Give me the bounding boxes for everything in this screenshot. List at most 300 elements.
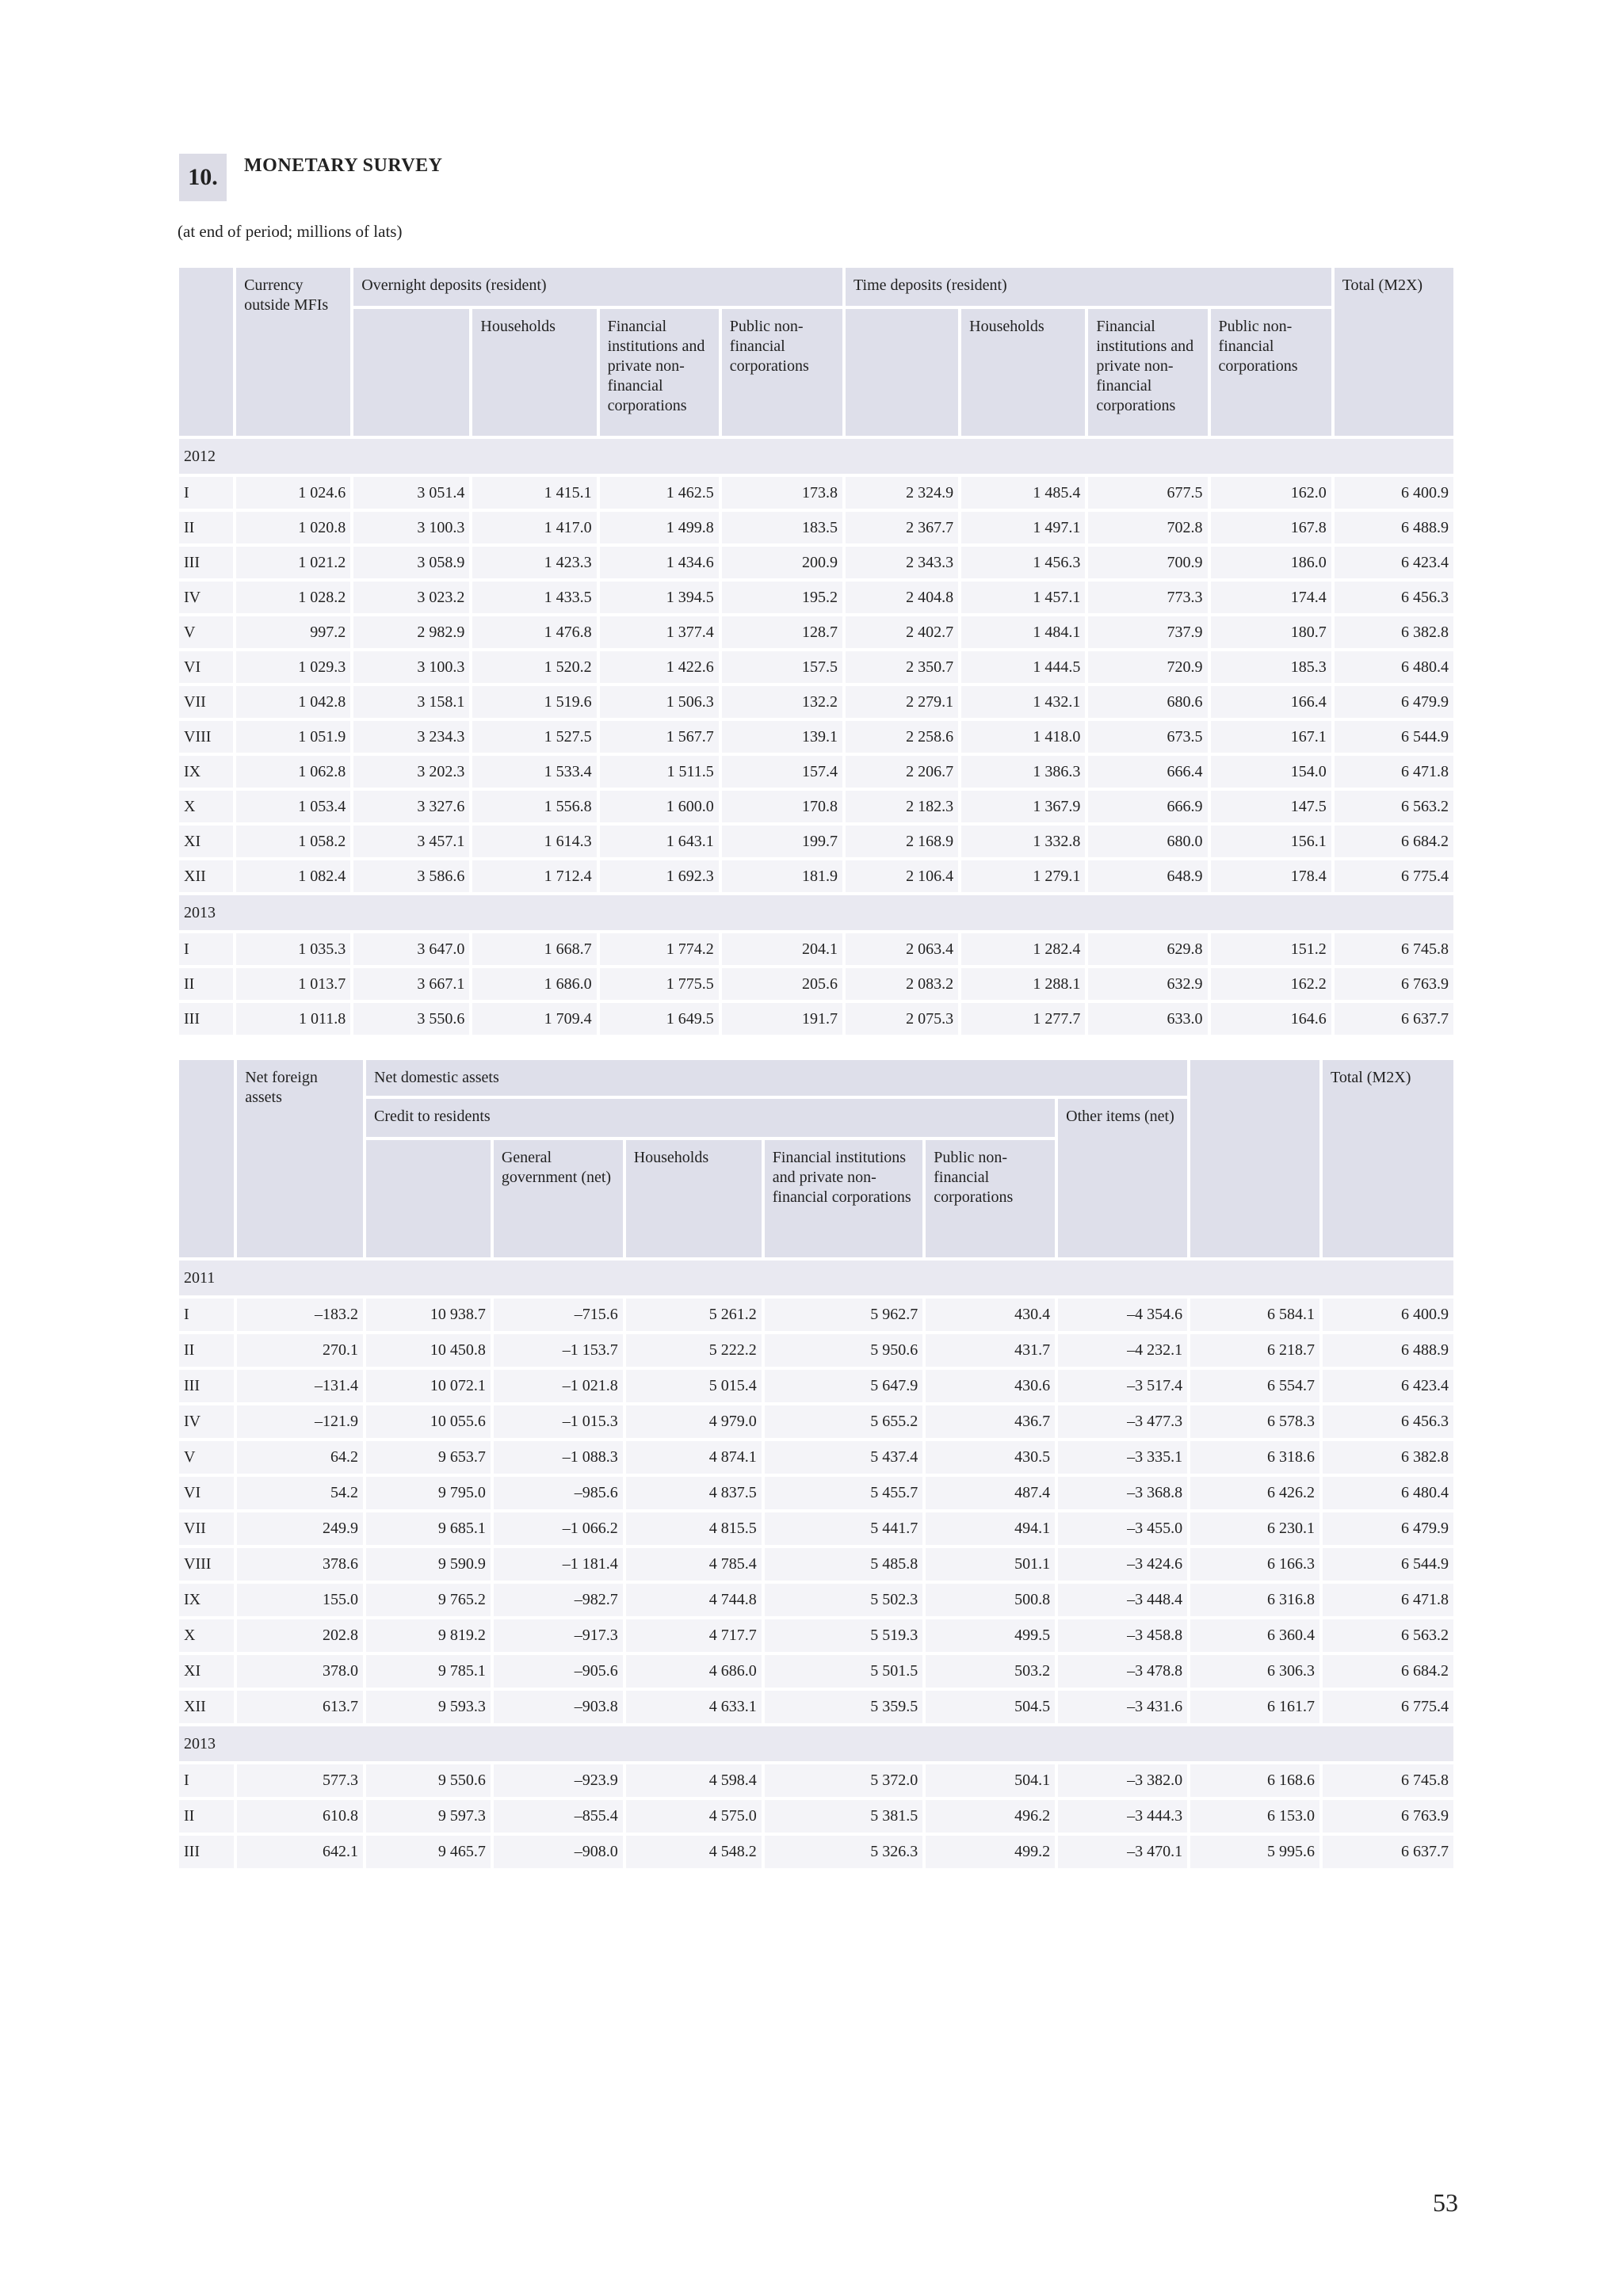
table-cell: 6 400.9 — [1323, 1299, 1453, 1331]
table-cell: 1 024.6 — [236, 477, 350, 509]
table-cell: 6 544.9 — [1335, 721, 1453, 753]
table-cell: 204.1 — [722, 933, 842, 965]
table-cell: 6 480.4 — [1323, 1477, 1453, 1509]
counterparts-table — [176, 1057, 1457, 1871]
table-cell: –3 368.8 — [1058, 1477, 1187, 1509]
table-cell: 170.8 — [722, 791, 842, 822]
table-cell: 6 544.9 — [1323, 1548, 1453, 1581]
table-cell: 154.0 — [1211, 756, 1331, 788]
table-cell: 6 153.0 — [1190, 1800, 1319, 1833]
table-cell: 1 386.3 — [961, 756, 1085, 788]
table-cell: 1 556.8 — [472, 791, 596, 822]
table-cell: –1 181.4 — [494, 1548, 623, 1581]
table-cell: –4 354.6 — [1058, 1299, 1187, 1331]
table-cell: 10 450.8 — [366, 1334, 491, 1367]
table-cell: 5 962.7 — [765, 1299, 923, 1331]
table-cell: 503.2 — [926, 1655, 1055, 1688]
table-row — [179, 547, 1453, 578]
table-cell: 1 712.4 — [472, 860, 596, 892]
table-cell: 6 584.1 — [1190, 1299, 1319, 1331]
table-cell: 9 685.1 — [366, 1512, 491, 1545]
table-cell: 3 100.3 — [353, 651, 469, 683]
table-cell: 1 277.7 — [961, 1003, 1085, 1035]
table-cell: 180.7 — [1211, 616, 1331, 648]
table-cell: 673.5 — [1088, 721, 1207, 753]
header-credit-to-residents: Credit to residents — [366, 1099, 1055, 1137]
table-cell: 1 527.5 — [472, 721, 596, 753]
table-cell: 139.1 — [722, 721, 842, 753]
row-label: IV — [179, 1405, 234, 1438]
table-cell: –3 470.1 — [1058, 1836, 1187, 1868]
table-cell: 3 158.1 — [353, 686, 469, 718]
table-cell: 2 279.1 — [846, 686, 958, 718]
table-cell: 6 763.9 — [1335, 968, 1453, 1000]
page-title: MONETARY SURVEY — [244, 155, 443, 176]
header-financial: Financial institutions and private non-financial corporations — [765, 1140, 923, 1257]
table-cell: –1 088.3 — [494, 1441, 623, 1474]
table-cell: 4 686.0 — [626, 1655, 762, 1688]
table-cell: 680.6 — [1088, 686, 1207, 718]
table-cell: 378.0 — [237, 1655, 363, 1688]
table-cell: 1 082.4 — [236, 860, 350, 892]
table-cell: 1 028.2 — [236, 582, 350, 613]
header-overnight-households: Households — [472, 309, 596, 436]
table-cell: 666.4 — [1088, 756, 1207, 788]
header-other-items: Other items (net) — [1058, 1099, 1187, 1257]
table-cell: 1 279.1 — [961, 860, 1085, 892]
header-corner — [179, 268, 233, 436]
row-label: III — [179, 1836, 234, 1868]
header-time-financial: Financial institutions and private non-financial corporations — [1088, 309, 1207, 436]
row-label: V — [179, 616, 233, 648]
table-row — [179, 582, 1453, 613]
table-cell: 1 457.1 — [961, 582, 1085, 613]
table-cell: 6 456.3 — [1323, 1405, 1453, 1438]
table-cell: 1 053.4 — [236, 791, 350, 822]
table-cell: 430.5 — [926, 1441, 1055, 1474]
table-cell: 6 745.8 — [1335, 933, 1453, 965]
table-cell: 9 819.2 — [366, 1619, 491, 1652]
table-cell: 500.8 — [926, 1584, 1055, 1616]
table-cell: 2 404.8 — [846, 582, 958, 613]
table-cell: 6 763.9 — [1323, 1800, 1453, 1833]
table-cell: 1 643.1 — [600, 826, 719, 857]
table-cell: 186.0 — [1211, 547, 1331, 578]
row-label: II — [179, 512, 233, 543]
table-cell: 1 417.0 — [472, 512, 596, 543]
table-cell: 54.2 — [237, 1477, 363, 1509]
table-row — [179, 1619, 1453, 1652]
table-cell: 2 083.2 — [846, 968, 958, 1000]
table-row — [179, 968, 1453, 1000]
table-cell: 3 202.3 — [353, 756, 469, 788]
row-label: X — [179, 1619, 234, 1652]
table-cell: 3 058.9 — [353, 547, 469, 578]
table-row — [179, 1655, 1453, 1688]
table-cell: 702.8 — [1088, 512, 1207, 543]
table-cell: 632.9 — [1088, 968, 1207, 1000]
table-cell: 1 062.8 — [236, 756, 350, 788]
table-cell: 6 218.7 — [1190, 1334, 1319, 1367]
table-cell: –985.6 — [494, 1477, 623, 1509]
table-cell: 1 422.6 — [600, 651, 719, 683]
table-cell: –121.9 — [237, 1405, 363, 1438]
table-cell: –1 021.8 — [494, 1370, 623, 1402]
table-cell: 5 501.5 — [765, 1655, 923, 1688]
table-cell: –3 458.8 — [1058, 1619, 1187, 1652]
table-cell: 4 979.0 — [626, 1405, 762, 1438]
table-cell: –3 478.8 — [1058, 1655, 1187, 1688]
table-row — [179, 1334, 1453, 1367]
row-label: I — [179, 933, 233, 965]
table-cell: 185.3 — [1211, 651, 1331, 683]
table-cell: 2 258.6 — [846, 721, 958, 753]
table-cell: 1 042.8 — [236, 686, 350, 718]
table-cell: 1 423.3 — [472, 547, 596, 578]
row-label: VIII — [179, 1548, 234, 1581]
table-row — [179, 756, 1453, 788]
table-cell: 1 035.3 — [236, 933, 350, 965]
table-cell: –3 444.3 — [1058, 1800, 1187, 1833]
table-cell: 157.4 — [722, 756, 842, 788]
table-cell: 9 550.6 — [366, 1764, 491, 1797]
table-cell: 5 455.7 — [765, 1477, 923, 1509]
header-total-m2x: Total (M2X) — [1323, 1060, 1453, 1257]
table-row — [179, 1477, 1453, 1509]
table-cell: 2 206.7 — [846, 756, 958, 788]
table-cell: 270.1 — [237, 1334, 363, 1367]
table-cell: 6 360.4 — [1190, 1619, 1319, 1652]
header-overnight-deposits: Overnight deposits (resident) — [353, 268, 842, 306]
year-label: 2011 — [179, 1261, 1453, 1295]
table-cell: 2 106.4 — [846, 860, 958, 892]
table-cell: 2 324.9 — [846, 477, 958, 509]
table-cell: –855.4 — [494, 1800, 623, 1833]
table-cell: 1 418.0 — [961, 721, 1085, 753]
table-cell: 6 230.1 — [1190, 1512, 1319, 1545]
row-label: V — [179, 1441, 234, 1474]
table-cell: 1 476.8 — [472, 616, 596, 648]
header-time-households: Households — [961, 309, 1085, 436]
table-cell: –1 015.3 — [494, 1405, 623, 1438]
table-cell: –183.2 — [237, 1299, 363, 1331]
row-label: VI — [179, 651, 233, 683]
table-cell: 3 023.2 — [353, 582, 469, 613]
table-cell: 1 456.3 — [961, 547, 1085, 578]
table-cell: –3 517.4 — [1058, 1370, 1187, 1402]
table-cell: 720.9 — [1088, 651, 1207, 683]
table-cell: 1 497.1 — [961, 512, 1085, 543]
table-cell: 10 072.1 — [366, 1370, 491, 1402]
table-cell: 1 709.4 — [472, 1003, 596, 1035]
table-cell: 157.5 — [722, 651, 842, 683]
table-row — [179, 860, 1453, 892]
table-cell: 577.3 — [237, 1764, 363, 1797]
table-cell: 3 667.1 — [353, 968, 469, 1000]
table-cell: 10 938.7 — [366, 1299, 491, 1331]
table-cell: 2 075.3 — [846, 1003, 958, 1035]
table-cell: 6 554.7 — [1190, 1370, 1319, 1402]
table-cell: 173.8 — [722, 477, 842, 509]
table-cell: 1 506.3 — [600, 686, 719, 718]
table-cell: –4 232.1 — [1058, 1334, 1187, 1367]
table-cell: 3 586.6 — [353, 860, 469, 892]
table-cell: 64.2 — [237, 1441, 363, 1474]
table-row — [179, 1584, 1453, 1616]
table-row — [179, 512, 1453, 543]
table-cell: –3 424.6 — [1058, 1548, 1187, 1581]
row-label: IX — [179, 756, 233, 788]
row-label: IV — [179, 582, 233, 613]
table-number-badge: 10. — [179, 154, 227, 201]
table-cell: –3 455.0 — [1058, 1512, 1187, 1545]
header-households: Households — [626, 1140, 762, 1257]
table-cell: 1 013.7 — [236, 968, 350, 1000]
table-cell: –917.3 — [494, 1619, 623, 1652]
table-cell: 183.5 — [722, 512, 842, 543]
table-cell: 648.9 — [1088, 860, 1207, 892]
row-label: VII — [179, 686, 233, 718]
table-cell: 1 519.6 — [472, 686, 596, 718]
header-overnight-financial: Financial institutions and private non-financial corporations — [600, 309, 719, 436]
table-cell: 151.2 — [1211, 933, 1331, 965]
table-cell: 202.8 — [237, 1619, 363, 1652]
table-cell: 633.0 — [1088, 1003, 1207, 1035]
table-cell: 4 837.5 — [626, 1477, 762, 1509]
table-cell: –3 335.1 — [1058, 1441, 1187, 1474]
table-cell: 6 400.9 — [1335, 477, 1453, 509]
header-blank — [1190, 1060, 1319, 1257]
table-cell: 431.7 — [926, 1334, 1055, 1367]
table-cell: 9 465.7 — [366, 1836, 491, 1868]
table-cell: 4 717.7 — [626, 1619, 762, 1652]
row-label: VI — [179, 1477, 234, 1509]
year-label: 2013 — [179, 895, 1453, 930]
table-cell: 6 684.2 — [1323, 1655, 1453, 1688]
table-cell: 156.1 — [1211, 826, 1331, 857]
table-cell: 6 426.2 — [1190, 1477, 1319, 1509]
table-cell: 1 332.8 — [961, 826, 1085, 857]
table-cell: 174.4 — [1211, 582, 1331, 613]
table-cell: 436.7 — [926, 1405, 1055, 1438]
table-cell: 1 774.2 — [600, 933, 719, 965]
row-label: II — [179, 1334, 234, 1367]
table-cell: 6 166.3 — [1190, 1548, 1319, 1581]
table-cell: 166.4 — [1211, 686, 1331, 718]
row-label: III — [179, 1003, 233, 1035]
header-total-m2x: Total (M2X) — [1335, 268, 1453, 436]
table-cell: 430.6 — [926, 1370, 1055, 1402]
table-cell: 496.2 — [926, 1800, 1055, 1833]
table-cell: 4 744.8 — [626, 1584, 762, 1616]
table-cell: –982.7 — [494, 1584, 623, 1616]
table-cell: 610.8 — [237, 1800, 363, 1833]
table-cell: 3 234.3 — [353, 721, 469, 753]
table-cell: 1 029.3 — [236, 651, 350, 683]
table-cell: 1 011.8 — [236, 1003, 350, 1035]
table-cell: 487.4 — [926, 1477, 1055, 1509]
table-cell: 613.7 — [237, 1691, 363, 1723]
table-cell: 4 874.1 — [626, 1441, 762, 1474]
table-cell: 6 456.3 — [1335, 582, 1453, 613]
table-cell: –3 477.3 — [1058, 1405, 1187, 1438]
table-cell: 494.1 — [926, 1512, 1055, 1545]
table-cell: 5 485.8 — [765, 1548, 923, 1581]
table-cell: 167.1 — [1211, 721, 1331, 753]
table-row — [179, 651, 1453, 683]
page-number: 53 — [1433, 2188, 1458, 2217]
table-cell: 9 653.7 — [366, 1441, 491, 1474]
table-row — [179, 1370, 1453, 1402]
table-cell: 499.2 — [926, 1836, 1055, 1868]
table-cell: 1 686.0 — [472, 968, 596, 1000]
table-cell: 6 471.8 — [1323, 1584, 1453, 1616]
row-label: VIII — [179, 721, 233, 753]
table-cell: 2 168.9 — [846, 826, 958, 857]
table-cell: 6 161.7 — [1190, 1691, 1319, 1723]
table-cell: 5 655.2 — [765, 1405, 923, 1438]
table-cell: 6 480.4 — [1335, 651, 1453, 683]
table-cell: 1 600.0 — [600, 791, 719, 822]
table-row — [179, 477, 1453, 509]
row-label: I — [179, 1764, 234, 1797]
table-cell: 2 367.7 — [846, 512, 958, 543]
table-cell: 378.6 — [237, 1548, 363, 1581]
year-label: 2013 — [179, 1726, 1453, 1761]
table-cell: 1 433.5 — [472, 582, 596, 613]
table-cell: 9 765.2 — [366, 1584, 491, 1616]
table-row — [179, 1800, 1453, 1833]
table-cell: 128.7 — [722, 616, 842, 648]
table-cell: 5 015.4 — [626, 1370, 762, 1402]
table-row — [179, 1003, 1453, 1035]
table-cell: 504.1 — [926, 1764, 1055, 1797]
table-cell: 162.0 — [1211, 477, 1331, 509]
table-row — [179, 721, 1453, 753]
row-label: II — [179, 968, 233, 1000]
table-cell: 6 563.2 — [1323, 1619, 1453, 1652]
table-cell: 5 502.3 — [765, 1584, 923, 1616]
row-label: II — [179, 1800, 234, 1833]
table-row — [179, 1764, 1453, 1797]
table-cell: 5 441.7 — [765, 1512, 923, 1545]
row-label: III — [179, 1370, 234, 1402]
table-cell: –715.6 — [494, 1299, 623, 1331]
table-cell: 642.1 — [237, 1836, 363, 1868]
header-time-public: Public non-financial corporations — [1211, 309, 1331, 436]
table-cell: 1 444.5 — [961, 651, 1085, 683]
table-cell: 3 051.4 — [353, 477, 469, 509]
table-cell: 1 282.4 — [961, 933, 1085, 965]
table-cell: 3 550.6 — [353, 1003, 469, 1035]
header-currency-outside-mfis: Currency outside MFIs — [236, 268, 350, 436]
table-cell: 6 471.8 — [1335, 756, 1453, 788]
table-cell: 1 288.1 — [961, 968, 1085, 1000]
table-cell: 1 432.1 — [961, 686, 1085, 718]
table-cell: 3 647.0 — [353, 933, 469, 965]
table-row — [179, 791, 1453, 822]
table-cell: 4 815.5 — [626, 1512, 762, 1545]
row-label: IX — [179, 1584, 234, 1616]
table-cell: 6 423.4 — [1335, 547, 1453, 578]
table-cell: 3 327.6 — [353, 791, 469, 822]
table-cell: 6 306.3 — [1190, 1655, 1319, 1688]
table-cell: 629.8 — [1088, 933, 1207, 965]
table-cell: 4 785.4 — [626, 1548, 762, 1581]
table-row — [179, 1548, 1453, 1581]
table-cell: 6 637.7 — [1323, 1836, 1453, 1868]
table-row — [179, 1512, 1453, 1545]
table-cell: 147.5 — [1211, 791, 1331, 822]
table-row — [179, 686, 1453, 718]
table-cell: 6 479.9 — [1335, 686, 1453, 718]
row-label: XI — [179, 1655, 234, 1688]
table-cell: 164.6 — [1211, 1003, 1331, 1035]
table-row — [179, 1441, 1453, 1474]
table-cell: 6 318.6 — [1190, 1441, 1319, 1474]
table-cell: 430.4 — [926, 1299, 1055, 1331]
table-cell: 6 578.3 — [1190, 1405, 1319, 1438]
table-cell: 499.5 — [926, 1619, 1055, 1652]
table-cell: 132.2 — [722, 686, 842, 718]
table-cell: 1 415.1 — [472, 477, 596, 509]
table-cell: 1 520.2 — [472, 651, 596, 683]
table-cell: 5 519.3 — [765, 1619, 923, 1652]
table-cell: –905.6 — [494, 1655, 623, 1688]
table-cell: 5 359.5 — [765, 1691, 923, 1723]
table-cell: 3 100.3 — [353, 512, 469, 543]
table-cell: 501.1 — [926, 1548, 1055, 1581]
table-cell: 1 668.7 — [472, 933, 596, 965]
monetary-aggregates-table — [176, 265, 1457, 1038]
table-cell: 700.9 — [1088, 547, 1207, 578]
table-cell: 5 950.6 — [765, 1334, 923, 1367]
table-cell: 5 372.0 — [765, 1764, 923, 1797]
table-cell: –903.8 — [494, 1691, 623, 1723]
row-label: III — [179, 547, 233, 578]
table-cell: 737.9 — [1088, 616, 1207, 648]
header-general-government: General government (net) — [494, 1140, 623, 1257]
table-cell: 6 684.2 — [1335, 826, 1453, 857]
table-cell: 167.8 — [1211, 512, 1331, 543]
table-cell: 191.7 — [722, 1003, 842, 1035]
table-cell: 1 484.1 — [961, 616, 1085, 648]
table-cell: –131.4 — [237, 1370, 363, 1402]
table-cell: 5 381.5 — [765, 1800, 923, 1833]
table-row — [179, 1299, 1453, 1331]
table-cell: 6 423.4 — [1323, 1370, 1453, 1402]
table-cell: 5 326.3 — [765, 1836, 923, 1868]
table-cell: 6 168.6 — [1190, 1764, 1319, 1797]
table-cell: 6 488.9 — [1335, 512, 1453, 543]
table-cell: 9 597.3 — [366, 1800, 491, 1833]
row-label: XI — [179, 826, 233, 857]
table-cell: 1 485.4 — [961, 477, 1085, 509]
header-net-domestic-assets: Net domestic assets — [366, 1060, 1187, 1096]
table-row — [179, 616, 1453, 648]
table-cell: –1 066.2 — [494, 1512, 623, 1545]
table-cell: 6 637.7 — [1335, 1003, 1453, 1035]
table-cell: 6 382.8 — [1323, 1441, 1453, 1474]
table-cell: 249.9 — [237, 1512, 363, 1545]
table-cell: 6 382.8 — [1335, 616, 1453, 648]
table-cell: 1 775.5 — [600, 968, 719, 1000]
table-cell: 4 575.0 — [626, 1800, 762, 1833]
table-cell: 4 633.1 — [626, 1691, 762, 1723]
table-cell: 773.3 — [1088, 582, 1207, 613]
header-overnight-blank — [353, 309, 469, 436]
table-cell: 1 058.2 — [236, 826, 350, 857]
